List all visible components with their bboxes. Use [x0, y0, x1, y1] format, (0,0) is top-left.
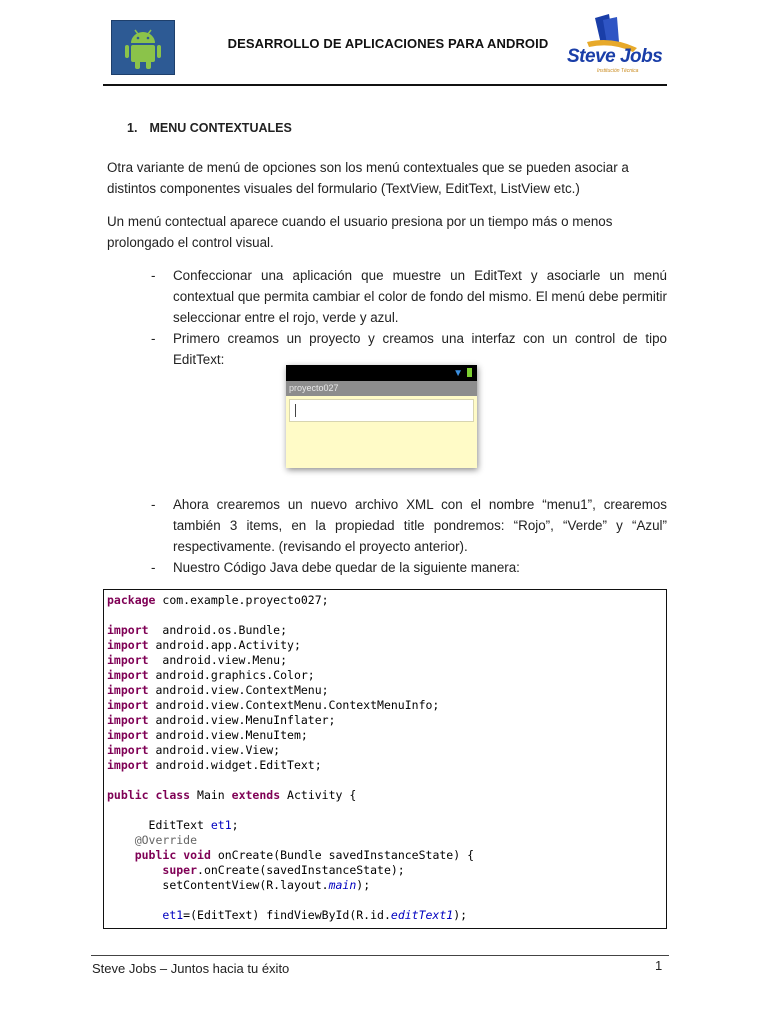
code-keyword: package [107, 593, 156, 607]
edittext-field[interactable] [289, 399, 474, 422]
bullet-list [107, 494, 667, 578]
section-heading [127, 118, 667, 139]
section-title: MENU CONTEXTUALES [149, 121, 292, 135]
paragraph: Un menú contectual aparece cuando el usuario presiona por un tiempo más o menos prolongado el control visual. [107, 214, 613, 250]
code-keyword: public [107, 788, 149, 802]
app-body [286, 422, 477, 467]
java-code [104, 590, 666, 923]
code-field: editText1 [390, 908, 454, 922]
section-number: 1. [127, 121, 138, 135]
steve-jobs-logo [557, 14, 667, 78]
footer-divider [91, 955, 669, 956]
paragraph: Otra variante de menú de opciones son los menú contextuales que se pueden asociar a distintos componentes visuales del formulario (TextView, EditText, ListView etc.) [107, 160, 629, 196]
code-keyword: import [107, 743, 149, 757]
code-text: ); [453, 908, 468, 922]
code-field: main [328, 878, 357, 892]
code-text: onCreate(Bundle savedInstanceState) { [210, 848, 474, 862]
main-content-2 [107, 494, 667, 578]
code-keyword: import [107, 758, 149, 772]
code-text: android.graphics.Color; [148, 668, 315, 682]
header-divider [103, 84, 667, 86]
list-item: - Confeccionar una aplicación que muestre un EditText y asociarle un menú contextual que permita cambiar el color de fondo del mismo. El menú debe permitir seleccionar entre el rojo, verde y azul. [107, 265, 667, 328]
text-cursor [295, 404, 296, 417]
list-item: - Nuestro Código Java debe quedar de la siguiente manera: [107, 557, 667, 578]
code-text: ; [231, 818, 239, 832]
code-text: android.view.Menu; [148, 653, 288, 667]
android-logo-icon [111, 20, 175, 75]
code-text: =(EditText) findViewById(R.id. [183, 908, 391, 922]
code-text: EditText [148, 818, 211, 832]
page-header [103, 14, 667, 86]
page-number: 1 [655, 958, 663, 973]
logo-name: Steve Jobs [567, 46, 663, 67]
logo-tagline: Institución Técnica [597, 68, 639, 74]
code-text: android.widget.EditText; [148, 758, 322, 772]
main-content [107, 118, 667, 370]
header-title: DESARROLLO DE APLICACIONES PARA ANDROID [227, 36, 549, 51]
code-text: android.view.View; [148, 743, 281, 757]
code-field: et1 [210, 818, 232, 832]
code-text: android.view.ContextMenu; [148, 683, 329, 697]
code-text: android.os.Bundle; [148, 623, 288, 637]
emulator-screenshot [286, 365, 477, 468]
code-keyword: void [183, 848, 211, 862]
code-text: com.example.proyecto027; [155, 593, 329, 607]
code-block [103, 589, 667, 929]
code-text: Activity { [280, 788, 357, 802]
battery-icon [467, 368, 472, 377]
code-annotation: @Override [134, 833, 198, 847]
code-text: .onCreate(savedInstanceState); [197, 863, 405, 877]
code-text: android.app.Activity; [148, 638, 301, 652]
code-keyword: class [155, 788, 191, 802]
code-keyword: import [107, 713, 149, 727]
code-keyword: import [107, 728, 149, 742]
code-text: Main [190, 788, 232, 802]
list-item: - Primero creamos un proyecto y creamos una interfaz con un control de tipo EditText: [107, 328, 667, 370]
code-text: android.view.MenuItem; [148, 728, 308, 742]
code-text: ); [356, 878, 371, 892]
code-keyword: extends [231, 788, 281, 802]
code-keyword: import [107, 668, 149, 682]
code-keyword: import [107, 653, 149, 667]
code-keyword: import [107, 638, 149, 652]
code-keyword: import [107, 683, 149, 697]
code-keyword: import [107, 698, 149, 712]
footer-text: Steve Jobs – Juntos hacia tu éxito [92, 961, 290, 976]
bullet-list [107, 265, 667, 370]
code-keyword: public [134, 848, 177, 862]
app-title-bar: proyecto027 [286, 381, 477, 396]
list-item: - Ahora crearemos un nuevo archivo XML con el nombre “menu1”, crearemos también 3 items, en la propiedad title pondremos: “Rojo”, “Verde” y “Azul” respectivamente. (revisando el proyecto anterior). [107, 494, 667, 557]
status-bar [286, 365, 477, 381]
code-text: android.view.MenuInflater; [148, 713, 336, 727]
code-text: setContentView(R.layout. [162, 878, 329, 892]
code-keyword: import [107, 623, 149, 637]
code-keyword: super [162, 863, 198, 877]
code-field: et1 [162, 908, 184, 922]
wifi-icon: ▼ [453, 368, 463, 379]
code-text: android.view.ContextMenu.ContextMenuInfo; [148, 698, 440, 712]
